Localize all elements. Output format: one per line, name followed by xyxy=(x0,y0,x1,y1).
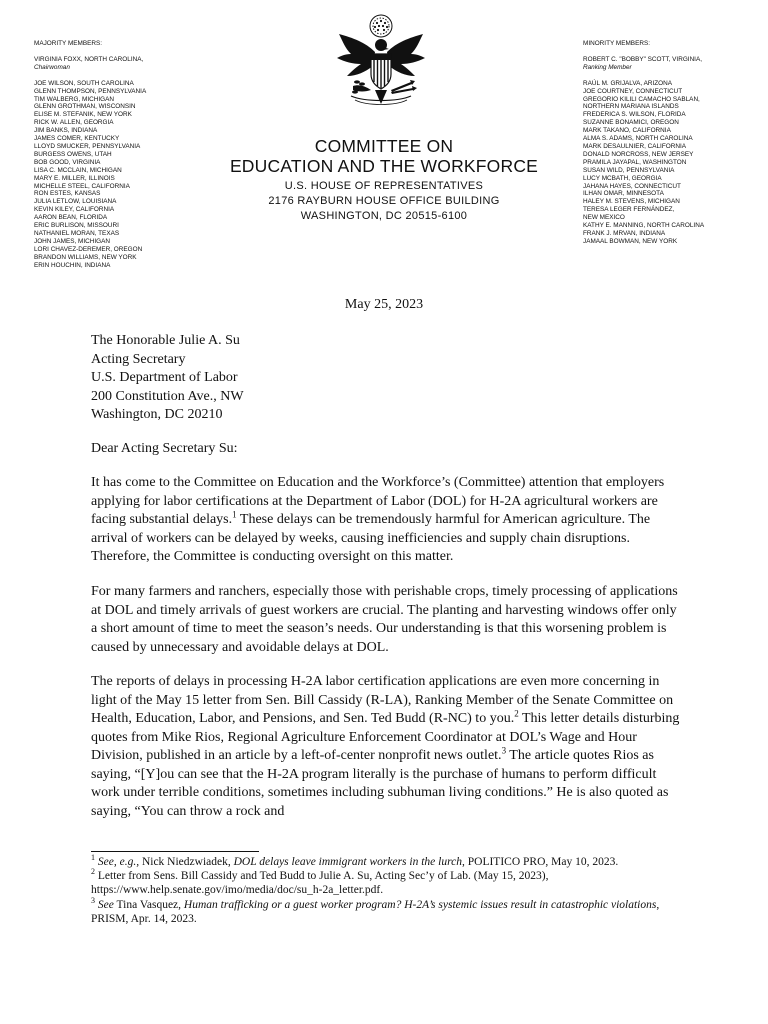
addressee-line: U.S. Department of Labor xyxy=(91,370,238,385)
footnote-1-author: Nick Niedzwiadek, xyxy=(139,856,234,868)
majority-member-item: GLENN GROTHMAN, WISCONSIN xyxy=(34,103,136,111)
majority-member-item: NATHANIEL MORAN, TEXAS xyxy=(34,229,120,237)
majority-member-item: ELISE M. STEFANIK, NEW YORK xyxy=(34,111,132,119)
footnote-3-author: Tina Vasquez, xyxy=(113,898,184,911)
committee-city-line: WASHINGTON, DC 20515-6100 xyxy=(300,210,468,222)
majority-member-item: ERIC BURLISON, MISSOURI xyxy=(34,222,119,230)
majority-member-item: MICHELLE STEEL, CALIFORNIA xyxy=(34,182,130,190)
majority-member-item: JAMES COMER, KENTUCKY xyxy=(34,135,120,143)
majority-member-item: BOB GOOD, VIRGINIA xyxy=(34,158,101,166)
footnote-1-title: DOL delays leave immigrant workers in the lurch xyxy=(233,856,462,868)
majority-member-item: JOE WILSON, SOUTH CAROLINA xyxy=(34,79,134,87)
footnote-3-title: Human trafficking or a guest worker program? H-2A’s systemic issues result in catastrophic violations xyxy=(183,898,657,911)
minority-member-item: FREDERICA S. WILSON, FLORIDA xyxy=(583,111,686,119)
minority-member-item: HALEY M. STEVENS, MICHIGAN xyxy=(583,198,680,206)
minority-member-item: NORTHERN MARIANA ISLANDS xyxy=(583,103,679,111)
minority-member-item: JOE COURTNEY, CONNECTICUT xyxy=(583,87,683,95)
minority-ranking-member-role: Ranking Member xyxy=(583,63,632,71)
footnote-2 xyxy=(91,869,681,897)
committee-title-line1: COMMITTEE ON xyxy=(314,136,454,156)
majority-member-item: RON ESTES, KANSAS xyxy=(34,190,101,198)
paragraph-3-text-c: The article quotes Rios as saying, “[Y]ou can see that the H-2A program literally is the purchase of humans to perform difficult work under terrible conditions, sometimes including subhuman living conditions.” He is also quoted as saying, “You can throw a rock and xyxy=(91,748,669,819)
committee-title-line2: EDUCATION AND THE WORKFORCE xyxy=(229,156,539,176)
minority-member-item: JAHANA HAYES, CONNECTICUT xyxy=(583,182,681,190)
minority-member-item: JAMAAL BOWMAN, NEW YORK xyxy=(583,237,678,245)
footnote-3-source: , PRISM, Apr. 14, 2023. xyxy=(91,898,660,925)
footnote-3-signal: See xyxy=(97,898,114,911)
majority-member-item: KEVIN KILEY, CALIFORNIA xyxy=(34,206,115,214)
majority-members-header: MAJORITY MEMBERS: xyxy=(34,40,103,47)
committee-house-line: U.S. HOUSE OF REPRESENTATIVES xyxy=(284,180,484,192)
addressee-line: 200 Constitution Ave., NW xyxy=(91,388,244,404)
majority-member-item: JOHN JAMES, MICHIGAN xyxy=(34,237,110,245)
minority-member-item: FRANK J. MRVAN, INDIANA xyxy=(583,229,666,237)
majority-member-item: ERIN HOUCHIN, INDIANA xyxy=(34,261,111,269)
minority-member-item: SUSAN WILD, PENNSYLVANIA xyxy=(583,166,675,174)
footnote-3 xyxy=(91,895,681,926)
majority-chair-role: Chairwoman xyxy=(34,63,70,71)
footnote-3-number: 3 xyxy=(91,895,95,905)
paragraph-2: For many farmers and ranchers, especially those with perishable crops, timely processing of applications at DOL and timely arrivals of guest workers are crucial. The planting and harvesting windows offer only a short amount of time to meet the season’s needs. Our understanding is that this worsening problem is caused by unnecessary and avoidable delays at DOL. xyxy=(91,584,678,655)
minority-members-list xyxy=(583,40,763,246)
majority-members-list xyxy=(34,40,224,269)
paragraph-1-text-b: These delays can be tremendously harmful for American agriculture. The arrival of workers can be delayed by weeks, causing inefficiencies and supply chain disruptions. Therefore, the Committee is conducting oversight on this matter. xyxy=(91,512,651,564)
footnote-ref-2[interactable]: 2 xyxy=(514,708,519,719)
footnote-2-number: 2 xyxy=(91,867,95,877)
minority-member-item: MARK DESAULNIER, CALIFORNIA xyxy=(583,142,686,150)
minority-member-item: MARK TAKANO, CALIFORNIA xyxy=(583,127,671,135)
minority-member-item: LUCY MCBATH, GEORGIA xyxy=(583,174,662,182)
majority-member-item: RICK W. ALLEN, GEORGIA xyxy=(34,119,114,127)
majority-member-item: JULIA LETLOW, LOUISIANA xyxy=(34,198,117,206)
paragraph-3 xyxy=(91,673,681,821)
footnote-1-signal: See, e.g., xyxy=(97,856,140,868)
addressee-block xyxy=(91,332,244,425)
majority-member-item: BRANDON WILLIAMS, NEW YORK xyxy=(34,253,137,261)
footnote-2-text[interactable]: Letter from Sens. Bill Cassidy and Ted Budd to Julie A. Su, Acting Sec’y of Lab. (May 15, 2023), https://www.help.senate.gov/imo/media/doc/su_h-2a_letter.pdf. xyxy=(91,870,549,897)
minority-member-item: TERESA LEGER FERNÁNDEZ, xyxy=(583,206,675,214)
minority-member-item: RAÚL M. GRIJALVA, ARIZONA xyxy=(583,79,673,87)
majority-chair-name: VIRGINIA FOXX, NORTH CAROLINA, xyxy=(34,55,144,63)
minority-member-item: PRAMILA JAYAPAL, WASHINGTON xyxy=(583,158,687,166)
footnote-1-number: 1 xyxy=(91,853,95,863)
footnote-divider xyxy=(91,851,259,852)
footnote-ref-3[interactable]: 3 xyxy=(501,745,507,756)
addressee-line: Washington, DC 20210 xyxy=(91,407,223,422)
majority-member-item: LISA C. MCCLAIN, MICHIGAN xyxy=(34,166,122,174)
majority-member-items xyxy=(34,80,224,270)
majority-member-item: GLENN THOMPSON, PENNSYLVANIA xyxy=(34,87,147,95)
footnote-1 xyxy=(91,855,681,869)
minority-member-item: KATHY E. MANNING, NORTH CAROLINA xyxy=(583,222,705,230)
minority-member-item: DONALD NORCROSS, NEW JERSEY xyxy=(583,150,694,158)
addressee-line: Acting Secretary xyxy=(91,351,186,367)
majority-member-item: TIM WALBERG, MICHIGAN xyxy=(34,95,115,103)
great-seal-eagle-icon xyxy=(331,12,431,116)
majority-member-item: BURGESS OWENS, UTAH xyxy=(34,150,112,158)
minority-member-item: ILHAN OMAR, MINNESOTA xyxy=(583,190,664,198)
majority-member-item: LLOYD SMUCKER, PENNSYLVANIA xyxy=(34,142,141,150)
footnotes xyxy=(91,855,681,926)
minority-member-item: GREGORIO KILILI CAMACHO SABLAN, xyxy=(583,95,700,103)
footnote-ref-1[interactable]: 1 xyxy=(232,509,237,520)
minority-ranking-member-name: ROBERT C. "BOBBY" SCOTT, VIRGINIA, xyxy=(583,55,702,63)
minority-member-item: NEW MEXICO xyxy=(583,214,625,222)
paragraph-3-text-b: This letter details disturbing quotes from Mike Rios, Regional Agriculture Enforcement Coordinator at DOL’s Wage and Hour Division, published in an article by a left-of-center nonprofit news outlet. xyxy=(91,711,680,763)
letter-date: May 25, 2023 xyxy=(344,297,424,312)
paragraph-1-text-a: It has come to the Committee on Education and the Workforce’s (Committee) attention that employers applying for labor certifications at the Department of Labor (DOL) for H-2A agricultural workers are facing substantial delays. xyxy=(91,475,665,527)
paragraph-3-text-a: The reports of delays in processing H-2A labor certification applications are even more concerning in light of the May 15 letter from Sen. Bill Cassidy (R-LA), Ranking Member of the Senate Committee on Health, Education, Labor, and Pensions, and Sen. Ted Budd (R-NC) to you. xyxy=(91,674,674,726)
addressee-line: The Honorable Julie A. Su xyxy=(91,333,240,348)
majority-member-item: AARON BEAN, FLORIDA xyxy=(34,214,108,222)
majority-member-item: MARY E. MILLER, ILLINOIS xyxy=(34,174,115,182)
minority-member-items xyxy=(583,80,763,246)
majority-member-item: JIM BANKS, INDIANA xyxy=(34,127,98,135)
minority-members-header: MINORITY MEMBERS: xyxy=(583,40,650,47)
minority-member-item: SUZANNE BONAMICI, OREGON xyxy=(583,119,679,127)
majority-member-item: LORI CHAVEZ-DEREMER, OREGON xyxy=(34,245,143,253)
minority-member-item: ALMA S. ADAMS, NORTH CAROLINA xyxy=(583,135,693,143)
salutation: Dear Acting Secretary Su: xyxy=(91,441,238,456)
committee-address-line: 2176 RAYBURN HOUSE OFFICE BUILDING xyxy=(268,195,500,207)
paragraph-1 xyxy=(91,474,681,567)
footnote-1-source: , POLITICO PRO, May 10, 2023. xyxy=(462,856,619,868)
